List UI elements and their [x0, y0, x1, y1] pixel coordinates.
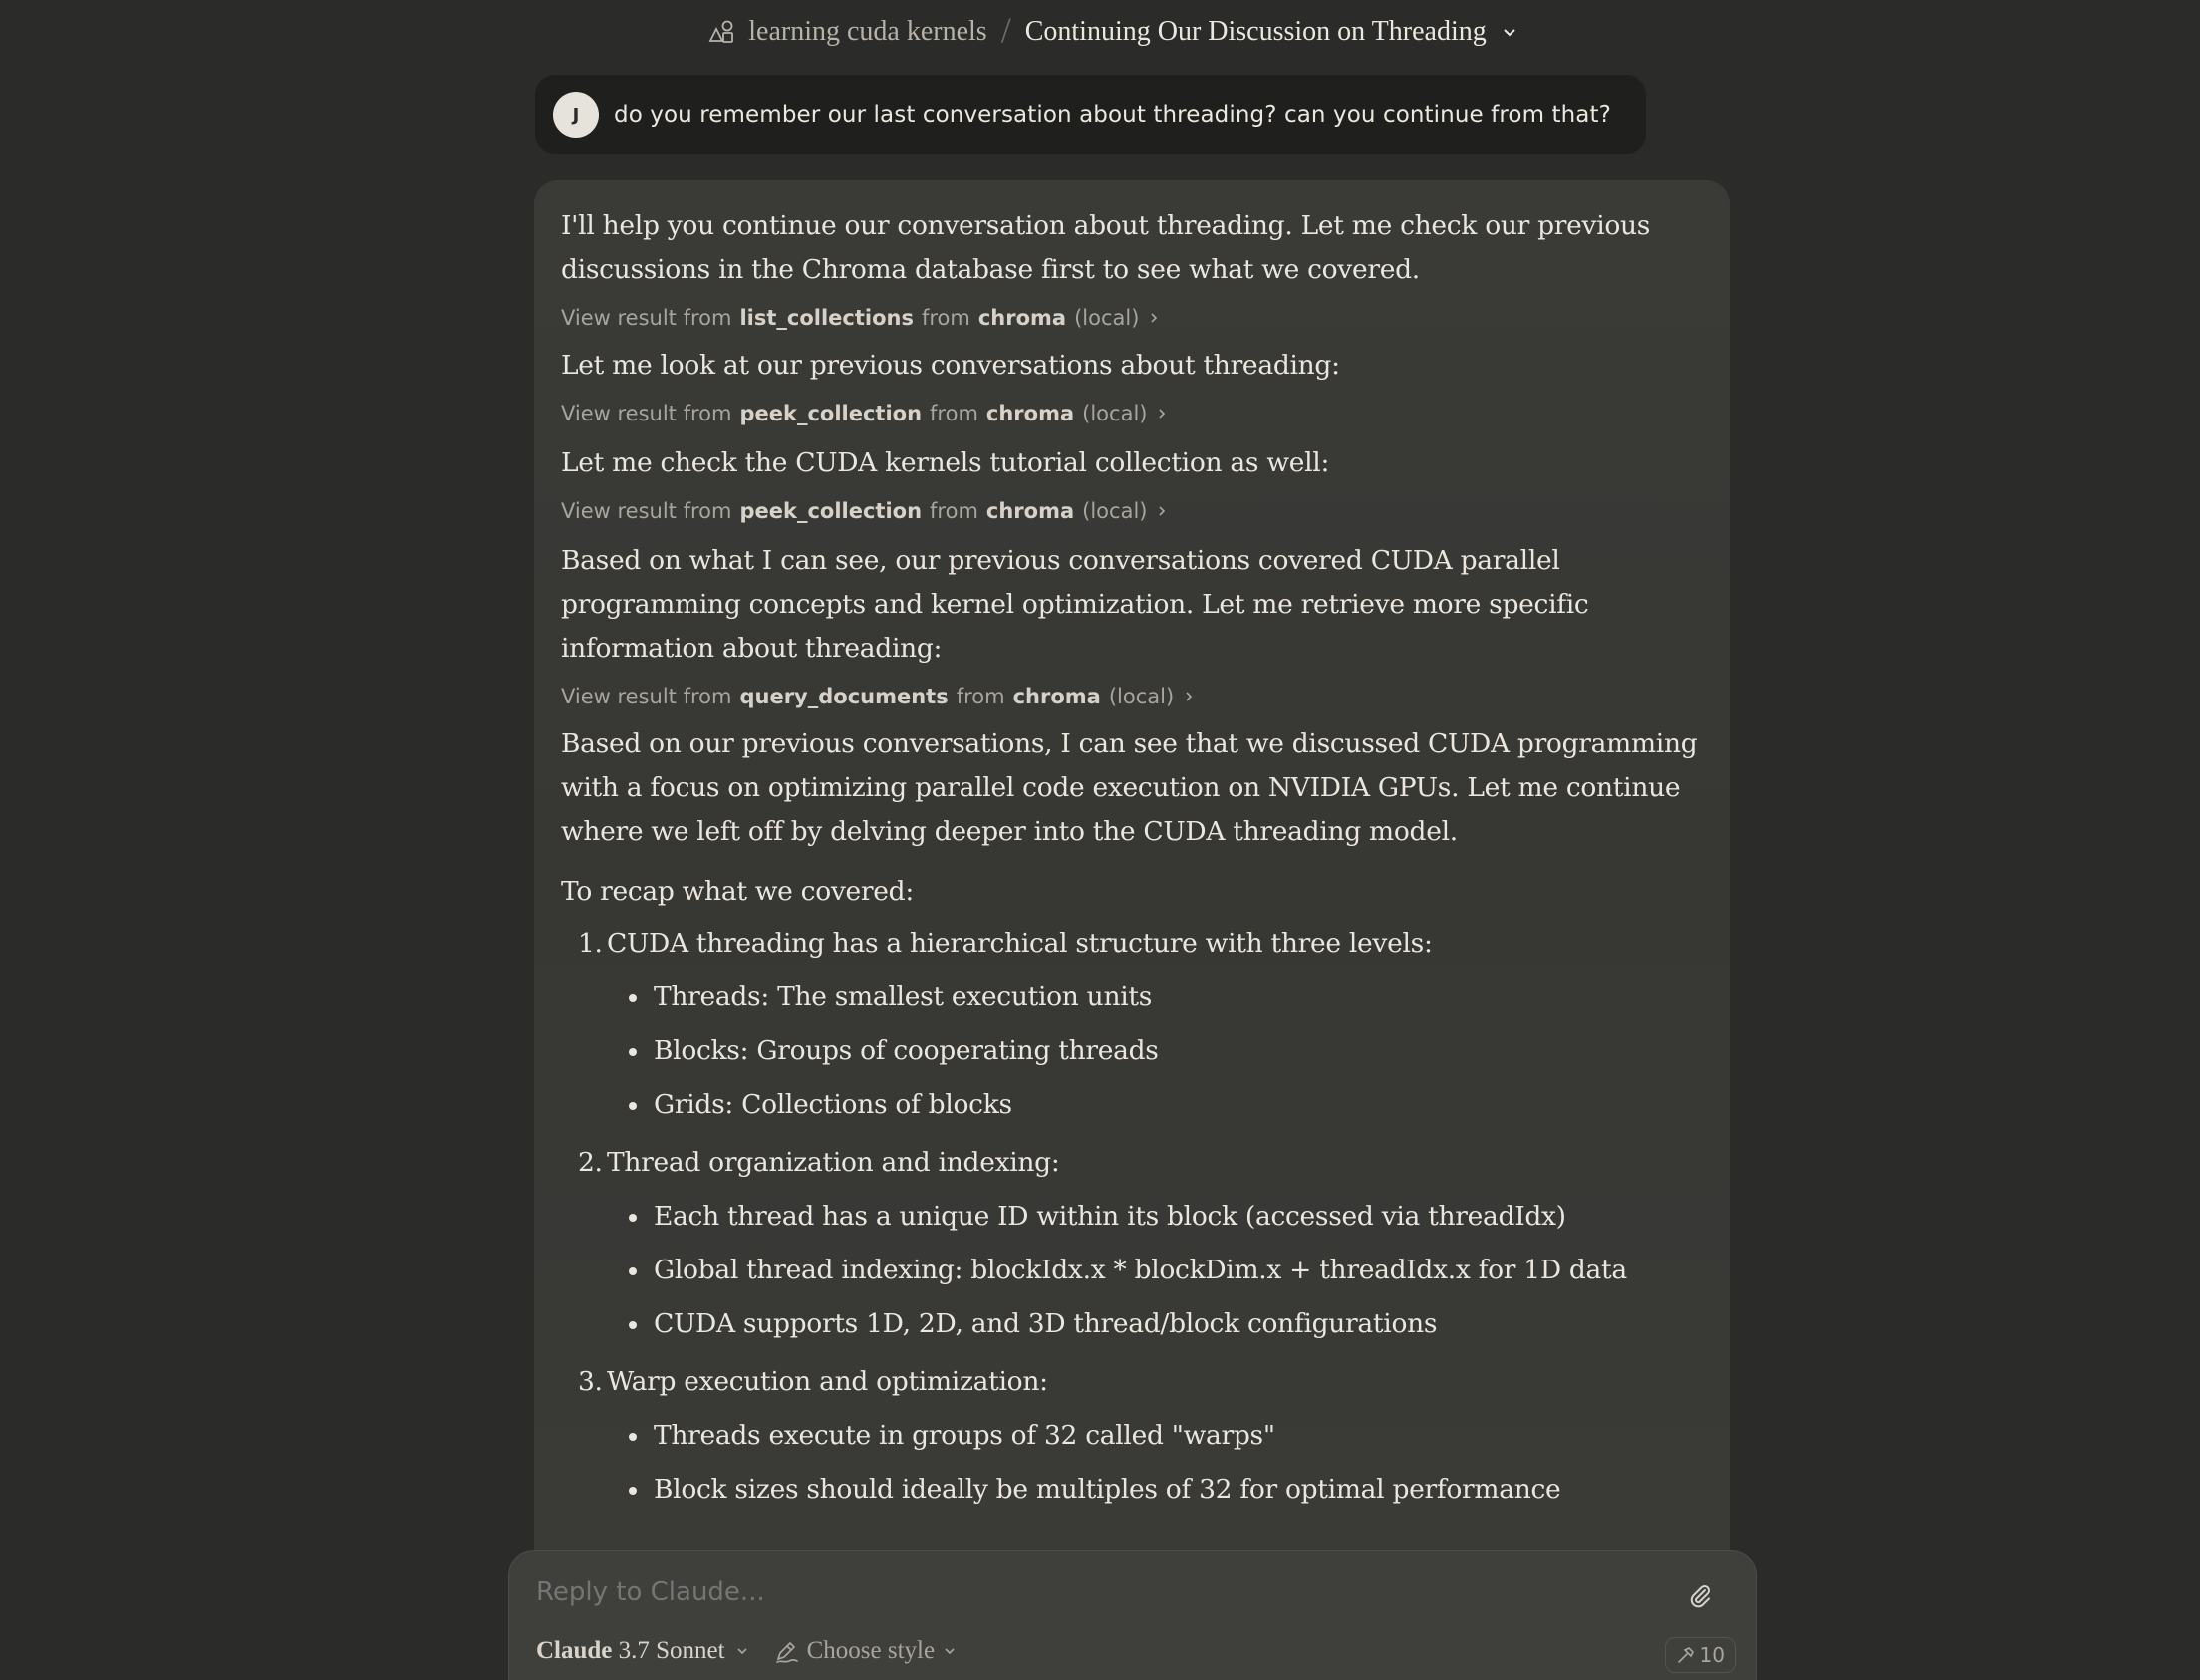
composer-toolbar	[536, 1637, 957, 1665]
assistant-paragraph: Let me look at our previous conversations about threading:	[561, 350, 1340, 381]
choose-style-button[interactable]	[773, 1637, 957, 1665]
list-item: Blocks: Groups of cooperating threads	[607, 1029, 1702, 1073]
recap-item	[561, 1360, 1702, 1512]
tool-result-prefix: View result from	[561, 499, 732, 523]
paperclip-icon[interactable]	[1686, 1581, 1714, 1609]
tool-server: chroma	[1012, 685, 1101, 708]
recap-title: CUDA threading has a hierarchical structure with three levels:	[607, 928, 1433, 959]
list-item: Threads: The smallest execution units	[607, 976, 1702, 1019]
tool-result-prefix: View result from	[561, 402, 732, 425]
list-item: Each thread has a unique ID within its block (accessed via threadIdx)	[607, 1195, 1702, 1239]
project-link[interactable]: learning cuda kernels	[748, 16, 987, 47]
tool-name: peek_collection	[739, 402, 923, 425]
model-version: 3.7 Sonnet	[618, 1637, 725, 1664]
chevron-right-icon	[1155, 407, 1169, 420]
recap-number: 2.	[578, 1147, 603, 1178]
pen-icon	[773, 1638, 799, 1664]
hammer-icon	[1676, 1645, 1696, 1665]
recap-list	[561, 922, 1702, 1512]
chevron-right-icon	[1155, 504, 1169, 518]
list-item: Global thread indexing: blockIdx.x * blockDim.x + threadIdx.x for 1D data	[607, 1249, 1702, 1292]
chevron-down-icon	[943, 1644, 957, 1658]
recap-sublist	[607, 976, 1702, 1127]
recap-title: Thread organization and indexing:	[607, 1147, 1060, 1178]
chat-title-button[interactable]: Continuing Our Discussion on Threading	[1024, 16, 1487, 47]
chevron-down-icon[interactable]	[735, 1644, 749, 1658]
list-item: Threads execute in groups of 32 called "warps"	[607, 1414, 1702, 1458]
tool-result-peek-collection[interactable]	[561, 491, 1702, 531]
reply-composer	[508, 1550, 1757, 1680]
assistant-paragraph: To recap what we covered:	[561, 876, 914, 907]
assistant-paragraph: Let me check the CUDA kernels tutorial collection as well:	[561, 447, 1330, 478]
reply-input[interactable]	[536, 1577, 1672, 1607]
model-brand: Claude	[536, 1637, 613, 1664]
recap-item	[561, 1141, 1702, 1346]
list-item: CUDA supports 1D, 2D, and 3D thread/block configurations	[607, 1302, 1702, 1346]
breadcrumb	[706, 11, 1517, 53]
tool-result-peek-collection[interactable]	[561, 394, 1702, 433]
tool-result-prefix: View result from	[561, 685, 732, 708]
chat-header	[0, 0, 2200, 64]
tool-result-query-documents[interactable]	[561, 677, 1702, 716]
chevron-right-icon	[1147, 311, 1161, 325]
tool-result-mid: from	[930, 499, 978, 523]
model-selector[interactable]	[536, 1637, 725, 1665]
tool-server: chroma	[985, 499, 1075, 523]
avatar: J	[553, 92, 599, 138]
assistant-message	[534, 180, 1730, 1575]
choose-style-label: Choose style	[806, 1637, 936, 1664]
assistant-paragraph: I'll help you continue our conversation about threading. Let me check our previous discussions in the Chroma database first to see what we covered.	[561, 210, 1651, 285]
chevron-down-icon[interactable]	[1501, 23, 1518, 41]
tool-result-list-collections[interactable]	[561, 298, 1702, 338]
user-message	[535, 75, 1646, 154]
assistant-paragraph: Based on what I can see, our previous conversations covered CUDA parallel programming concepts and kernel optimization. Let me retrieve more specific information about threading:	[561, 545, 1589, 664]
user-message-text: do you remember our last conversation about threading? can you continue from that?	[614, 102, 1611, 128]
tools-button[interactable]	[1665, 1637, 1736, 1673]
tool-result-prefix: View result from	[561, 306, 732, 330]
chevron-right-icon	[1182, 690, 1196, 703]
tool-server: chroma	[977, 306, 1067, 330]
tool-result-mid: from	[956, 685, 1005, 708]
recap-sublist	[607, 1195, 1702, 1346]
recap-sublist	[607, 1414, 1702, 1512]
recap-number: 3.	[578, 1366, 603, 1397]
tool-result-mid: from	[930, 402, 978, 425]
assistant-paragraph: Based on our previous conversations, I can see that we discussed CUDA programming with a focus on optimizing parallel code execution on NVIDIA GPUs. Let me continue where we left off by delving deeper into the CUDA threading model.	[561, 728, 1698, 847]
recap-item	[561, 922, 1702, 1127]
tool-result-suffix: (local)	[1082, 499, 1148, 523]
tool-result-suffix: (local)	[1074, 306, 1140, 330]
tool-name: list_collections	[739, 306, 914, 330]
tool-name: query_documents	[739, 685, 949, 708]
tool-server: chroma	[985, 402, 1075, 425]
tool-result-suffix: (local)	[1082, 402, 1148, 425]
breadcrumb-separator: /	[1000, 10, 1011, 50]
recap-title: Warp execution and optimization:	[607, 1366, 1048, 1397]
tool-result-suffix: (local)	[1108, 685, 1175, 708]
tools-count: 10	[1699, 1643, 1725, 1667]
list-item: Grids: Collections of blocks	[607, 1083, 1702, 1127]
recap-number: 1.	[578, 928, 603, 959]
tool-name: peek_collection	[739, 499, 923, 523]
list-item: Block sizes should ideally be multiples of 32 for optimal performance	[607, 1468, 1702, 1512]
project-icon	[706, 17, 736, 47]
tool-result-mid: from	[921, 306, 970, 330]
